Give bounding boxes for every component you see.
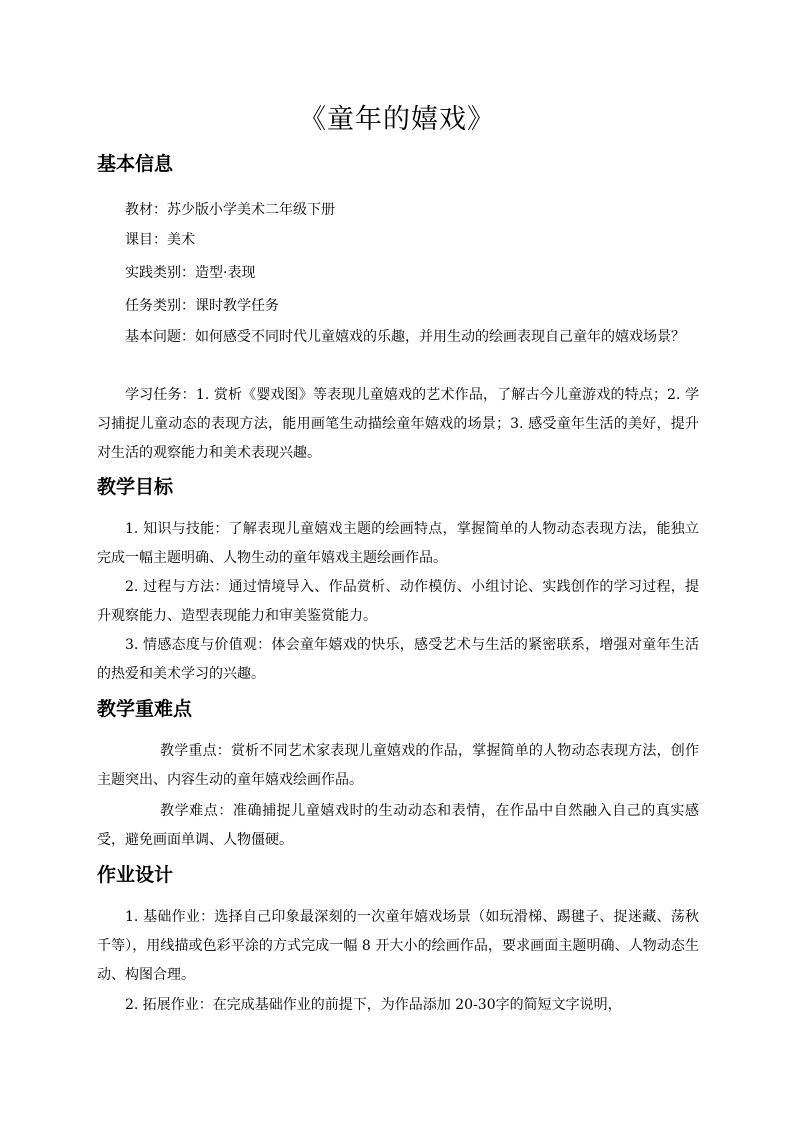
section-heading-homework: 作业设计: [97, 864, 174, 886]
section-heading-objectives: 教学目标: [97, 476, 174, 498]
learning-tasks-paragraph: 学习任务：1. 赏析《婴戏图》等表现儿童嬉戏的艺术作品，了解古今儿童游戏的特点；2. 学习捕捉儿童动态的表现方法，能用画笔生动描绘童年嬉戏的场景；3. 感受童年生活的美好，提升对生活的观察能力和美术表现兴趣。: [97, 387, 699, 461]
objective-item-process: 2. 过程与方法：通过情境导入、作品赏析、动作模仿、小组讨论、实践创作的学习过程，提升观察能力、造型表现能力和审美鉴赏能力。: [97, 579, 699, 624]
objective-item-knowledge: 1. 知识与技能：了解表现儿童嬉戏主题的绘画特点，掌握简单的人物动态表现方法，能独立完成一幅主题明确、人物生动的童年嬉戏主题绘画作品。: [97, 521, 699, 566]
teaching-difficulty-paragraph: 教学难点：准确捕捉儿童嬉戏时的生动动态和表情，在作品中自然融入自己的真实感受，避免画面单调、人物僵硬。: [97, 803, 699, 848]
homework-item-extension: 2. 拓展作业：在完成基础作业的前提下，为作品添加 20-30字的简短文字说明，: [125, 997, 622, 1013]
basic-question-paragraph: 基本问题：如何感受不同时代儿童嬉戏的乐趣，并用生动的绘画表现自己童年的嬉戏场景？: [125, 329, 685, 345]
objective-item-emotion: 3. 情感态度与价值观：体会童年嬉戏的快乐，感受艺术与生活的紧密联系，增强对童年生活的热爱和美术学习的兴趣。: [97, 637, 699, 682]
section-heading-key-points: 教学重难点: [97, 698, 193, 720]
task-type-line: 任务类别：课时教学任务: [125, 298, 279, 314]
textbook-line: 教材：苏少版小学美术二年级下册: [125, 202, 335, 218]
subject-line: 课目：美术: [125, 232, 195, 248]
section-heading-basic-info: 基本信息: [97, 153, 174, 175]
document-title: 《童年的嬉戏》: [299, 104, 495, 135]
homework-item-basic: 1. 基础作业：选择自己印象最深刻的一次童年嬉戏场景（如玩滑梯、踢毽子、捉迷藏、荡秋千等），用线描或色彩平涂的方式完成一幅 8 开大小的绘画作品，要求画面主题明确、人物动态生动、构图合理。: [97, 909, 699, 983]
teaching-focus-paragraph: 教学重点：赏析不同艺术家表现儿童嬉戏的作品，掌握简单的人物动态表现方法，创作主题突出、内容生动的童年嬉戏绘画作品。: [97, 743, 699, 788]
practice-type-line: 实践类别：造型·表现: [125, 265, 256, 281]
